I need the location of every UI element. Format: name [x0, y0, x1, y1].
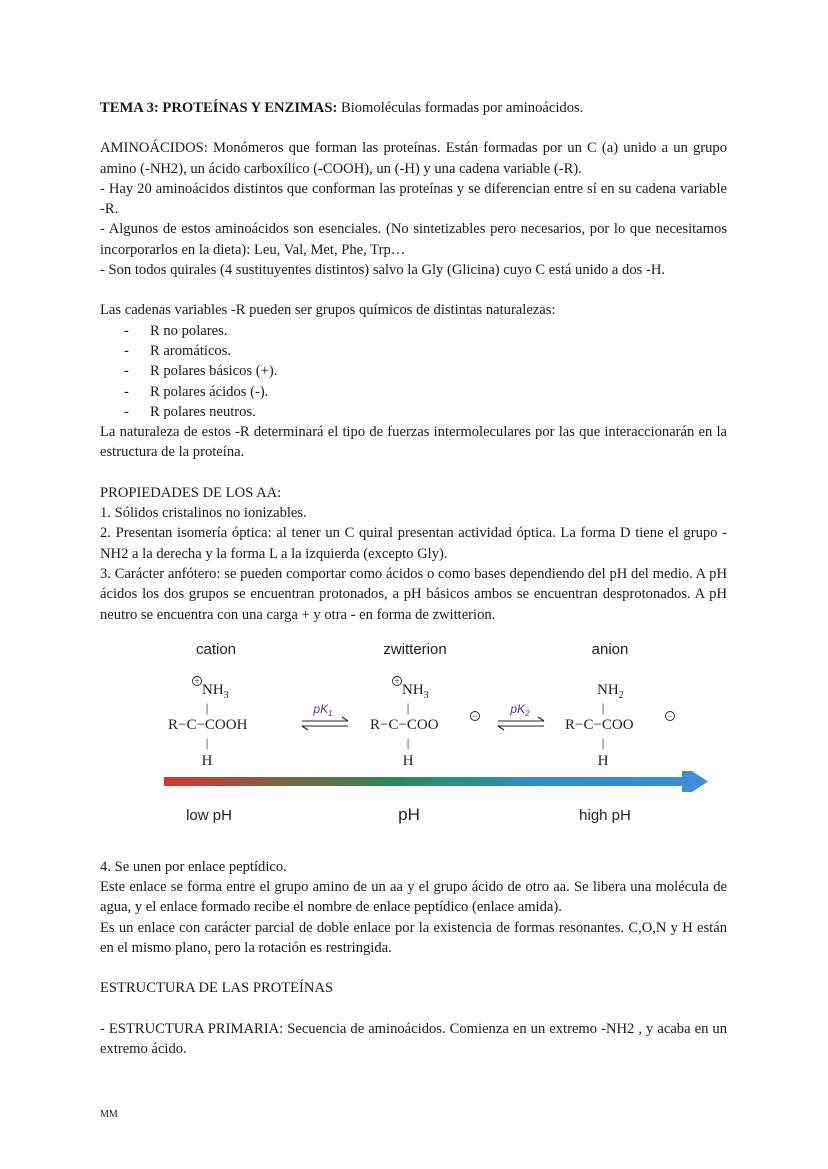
label-high-ph: high pH: [579, 806, 631, 824]
document-body: [100, 98, 727, 1059]
list-item: - R polares ácidos (-).: [100, 382, 727, 402]
amino-acid-ionization-figure: [98, 631, 726, 843]
nh3-subscript: 3: [423, 689, 429, 701]
propiedades-heading: PROPIEDADES DE LOS AA:: [100, 484, 282, 501]
pk2-equilibrium: [498, 702, 544, 730]
pk1-subscript: 1: [328, 708, 333, 718]
list-item: - R aromáticos.: [100, 341, 727, 361]
pk2-subscript: 2: [525, 708, 530, 718]
propiedad-2: 2. Presentan isomería óptica: al tener un C quiral presentan actividad óptica. La forma D tiene el grupo -NH2 a la derecha y la forma L a la izquierda (excepto Gly).: [100, 525, 727, 562]
zwitterion-structure: [370, 676, 480, 769]
ph-gradient-bar: [164, 777, 694, 786]
cation-chain: R−C−COOH: [168, 716, 248, 733]
zwitterion-chain: R−C−COO: [370, 716, 439, 733]
cadenas-list: [100, 321, 727, 422]
minus-sign: −: [472, 710, 478, 721]
plus-sign: +: [194, 675, 200, 686]
document-title: [100, 98, 727, 118]
cadenas-intro: Las cadenas variables -R pueden ser grupos químicos de distintas naturalezas:: [100, 302, 556, 319]
label-cation: cation: [195, 640, 237, 658]
pk1-text: pK: [313, 701, 329, 716]
label-low-ph: low pH: [186, 806, 232, 824]
cadenas-outro: La naturaleza de estos -R determinará el tipo de fuerzas intermoleculares por las que interaccionarán en la estructura de la proteína.: [100, 424, 727, 461]
ph-gradient-arrow: [164, 771, 708, 792]
enlace-point-4: 4. Se unen por enlace peptídico.: [100, 858, 287, 875]
nh3-subscript: 3: [223, 689, 229, 701]
minus-sign: −: [667, 710, 673, 721]
label-zwitterion: zwitterion: [383, 640, 447, 658]
list-item: - R polares básicos (+).: [100, 361, 727, 381]
anion-chain: R−C−COO: [565, 716, 634, 733]
pk2-text: pK: [510, 701, 526, 716]
pk2-label: [509, 702, 530, 718]
arrow-head-icon: [682, 771, 708, 792]
title-bold: TEMA 3: PROTEÍNAS Y ENZIMAS:: [100, 100, 338, 116]
propiedad-1: 1. Sólidos cristalinos no ionizables.: [100, 505, 307, 522]
bond-up: |: [601, 699, 605, 715]
list-item: - R polares neutros.: [100, 402, 727, 422]
aminoacidos-point-3: - Son todos quirales (4 sustituyentes distintos) salvo la Gly (Glicina) cuyo C está unido a dos -H.: [100, 262, 666, 279]
list-item: - R no polares.: [100, 321, 727, 341]
aminoacidos-point-1: - Hay 20 aminoácidos distintos que conforman las proteínas y se diferencian entre sí en su cadena variable -R.: [100, 180, 727, 218]
label-anion: anion: [591, 640, 629, 658]
h-atom: H: [597, 752, 609, 769]
title-rest: Biomoléculas formadas por aminoácidos.: [337, 100, 584, 116]
nh3-group: [202, 682, 229, 701]
nh2-group: [597, 682, 624, 701]
nh3-group: [402, 682, 429, 701]
enlace-description: Este enlace se forma entre el grupo amino de un aa y el grupo ácido de otro aa. Se libera una molécula de agua, y el enlace formado recibe el nombre de enlace peptídico (enlace amida).: [100, 879, 727, 916]
bond-down: |: [601, 734, 605, 750]
h-atom: H: [201, 752, 213, 769]
bond-down: |: [406, 734, 410, 750]
footer-initials: MM: [100, 1109, 118, 1120]
aminoacidos-intro: AMINOÁCIDOS: Monómeros que forman las proteínas. Están formadas por un C (a) unido a un grupo amino (-NH2), un ácido carboxílico (-COOH), un (-H) y una cadena variable (-R).: [100, 140, 727, 177]
nh2-subscript: 2: [618, 689, 624, 701]
ionization-diagram: [98, 631, 726, 843]
bond-up: |: [205, 699, 209, 715]
bond-down: |: [205, 734, 209, 750]
bond-up: |: [406, 699, 410, 715]
h-atom: H: [402, 752, 414, 769]
nh3-text: NH: [202, 681, 224, 698]
estructura-primaria: - ESTRUCTURA PRIMARIA: Secuencia de aminoácidos. Comienza en un extremo -NH2 , y acaba en un extremo ácido.: [100, 1020, 727, 1057]
pk1-equilibrium: [302, 702, 348, 730]
plus-sign: +: [394, 675, 400, 686]
enlace-resonance: Es un enlace con carácter parcial de doble enlace por la existencia de formas resonantes. C,O,N y H están en el mismo plano, pero la rotación es restringida.: [100, 919, 727, 957]
cation-structure: [168, 676, 248, 769]
anion-structure: [565, 682, 675, 769]
nh3-text: NH: [402, 681, 424, 698]
label-ph: pH: [398, 804, 420, 824]
nh2-text: NH: [597, 681, 619, 698]
propiedad-3: 3. Carácter anfótero: se pueden comportar como ácidos o como bases dependiendo del pH del medio. A pH ácidos los dos grupos se encuentran protonados, a pH básicos ambos se encuentran desprotonados. A pH neutro se encuentra con una carga + y otra - en forma de zwitterion.: [100, 565, 727, 623]
estructura-heading: ESTRUCTURA DE LAS PROTEÍNAS: [100, 980, 334, 997]
aminoacidos-point-2: - Algunos de estos aminoácidos son esenciales. (No sintetizables pero necesarios, por lo que necesitamos incorporarlos en la dieta): Leu, Val, Met, Phe, Trp…: [100, 221, 727, 258]
pk1-label: [312, 702, 332, 718]
